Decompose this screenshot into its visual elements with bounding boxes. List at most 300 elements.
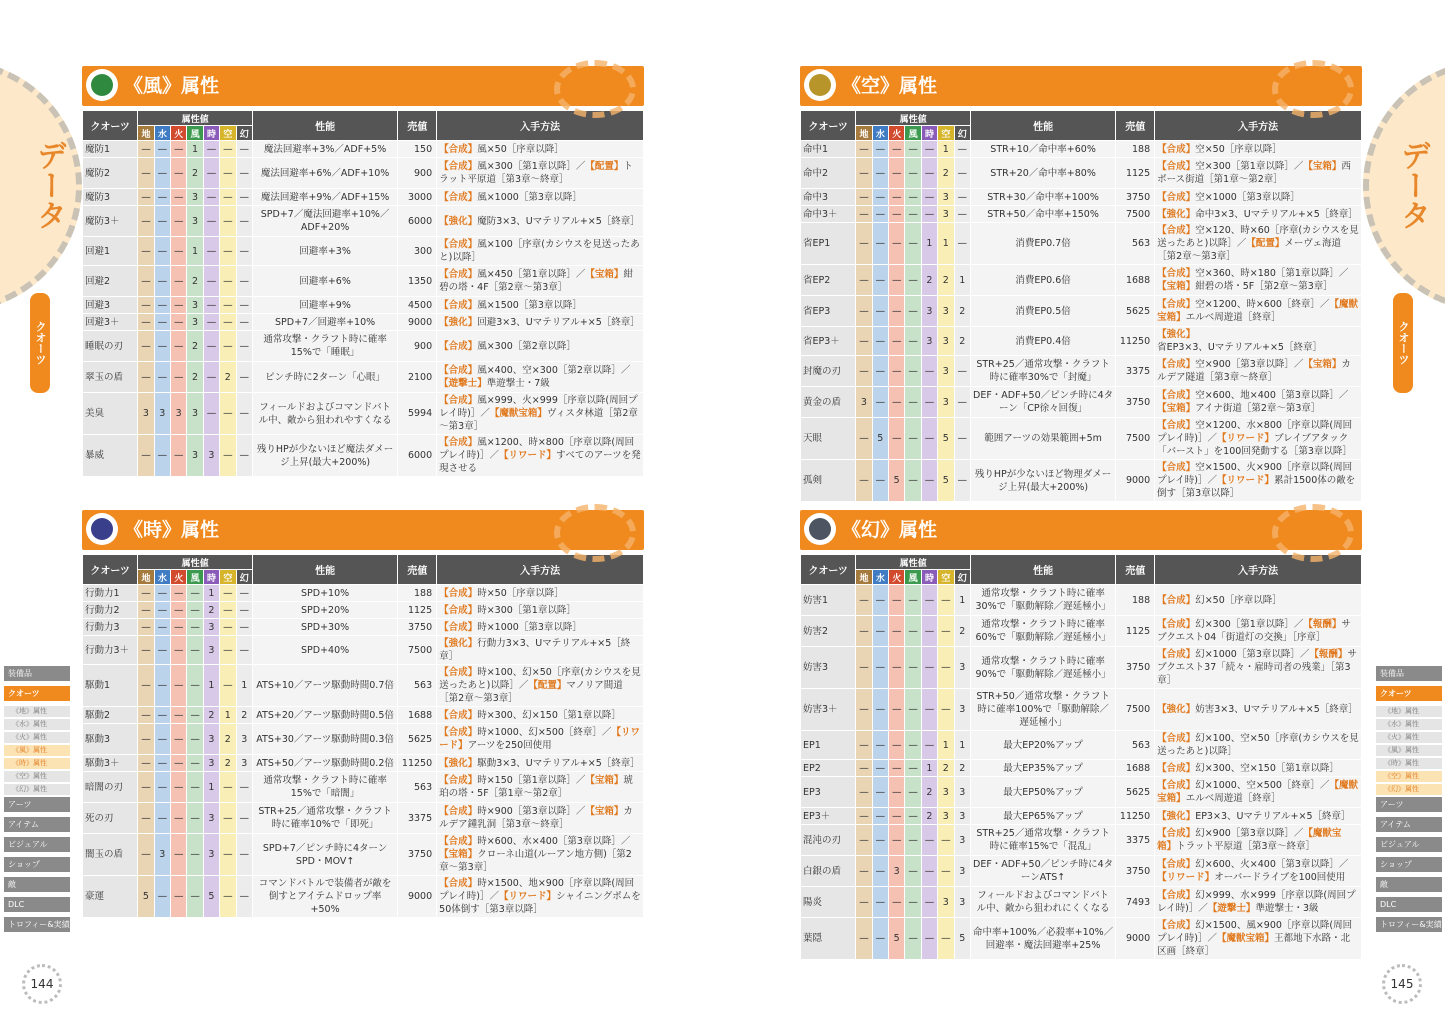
quartz-price: 563: [398, 665, 437, 707]
element-value: —: [171, 297, 187, 314]
acq-tag: 遊撃士: [1217, 903, 1246, 914]
acq-tag-wrap: 【宝箱】: [439, 849, 478, 860]
element-value: 3: [954, 856, 970, 887]
acq-detail: 時×600、水×400［第3章以降］／: [477, 836, 631, 847]
nav-item[interactable]: 《時》属性: [4, 758, 70, 769]
quartz-price: 11250: [1116, 808, 1155, 825]
element-value: —: [905, 777, 921, 808]
element-value: —: [138, 619, 154, 636]
element-value: 1: [187, 141, 203, 158]
element-value: 3: [203, 834, 219, 876]
acq-tag: 合成: [448, 727, 468, 738]
nav-item[interactable]: 《水》属性: [1376, 719, 1442, 730]
element-value: 3: [203, 435, 219, 477]
quartz-performance: STR+30／命中率+100%: [970, 189, 1115, 206]
element-value: —: [203, 237, 219, 266]
element-value: —: [905, 265, 921, 296]
element-value: 2: [220, 724, 236, 755]
acquisition-method: [1155, 206, 1362, 223]
table-row: [801, 460, 1362, 502]
nav-item[interactable]: ビジュアル: [1376, 837, 1442, 852]
acq-tag-wrap: 【合成】: [439, 727, 478, 738]
quartz-price: 4500: [398, 297, 437, 314]
left-tab-quartz[interactable]: クオーツ: [30, 293, 50, 393]
element-value: 5: [872, 418, 888, 460]
quartz-performance: ATS+30／アーツ駆動時間0.3倍: [252, 724, 397, 755]
element-value: —: [220, 393, 236, 435]
element-value: 3: [236, 755, 252, 772]
acq-tag: 合成: [1166, 225, 1186, 236]
element-value: 2: [203, 707, 219, 724]
acq-tag: 強化: [1166, 208, 1186, 220]
quartz-name: 魔防1: [83, 141, 138, 158]
table-row: [83, 393, 644, 435]
acq-tag-wrap: 【合成】: [439, 437, 478, 448]
header-element: 幻: [954, 126, 970, 141]
quartz-table: [800, 110, 1362, 502]
element-value: 5: [203, 876, 219, 918]
nav-item[interactable]: トロフィー&実績: [1376, 917, 1442, 932]
quartz-name: 豪運: [83, 876, 138, 918]
element-value: —: [872, 158, 888, 189]
nav-item[interactable]: アーツ: [4, 797, 70, 812]
acq-tag: 魔獣宝箱: [1157, 780, 1358, 804]
nav-item[interactable]: 《火》属性: [1376, 732, 1442, 743]
acq-tag: 宝箱: [1312, 161, 1332, 172]
element-value: —: [889, 296, 905, 327]
quartz-performance: 命中率+100%／必殺率+10%／回避率・魔法回避率+25%: [970, 918, 1115, 960]
element-value: —: [203, 297, 219, 314]
acquisition-method: [1155, 296, 1362, 327]
page-number-left: 144: [22, 964, 62, 1004]
element-value: —: [236, 266, 252, 297]
section-header: [82, 510, 644, 550]
acq-tag-wrap: 【宝箱】: [1303, 359, 1342, 370]
quartz-price: 9000: [1116, 460, 1155, 502]
nav-item[interactable]: 《水》属性: [4, 719, 70, 730]
element-value: —: [236, 314, 252, 331]
element-value: —: [236, 772, 252, 803]
acq-tag: 合成: [1166, 462, 1186, 473]
element-value: —: [889, 189, 905, 206]
nav-item[interactable]: 装備品: [1376, 666, 1442, 681]
element-value: —: [889, 689, 905, 731]
nav-item[interactable]: 敵: [4, 877, 70, 892]
acq-tag: 合成: [448, 587, 468, 599]
element-value: —: [905, 808, 921, 825]
table-row: [801, 887, 1362, 918]
acquisition-method: [437, 876, 644, 918]
acq-detail: 空×1200、時×600［終章］／: [1195, 299, 1330, 310]
quartz-performance: SPD+10%: [252, 585, 397, 602]
acq-detail: 時×50［序章以降］: [477, 587, 564, 599]
quartz-name: 省EP3: [801, 296, 856, 327]
element-value: —: [856, 296, 872, 327]
element-value: —: [889, 206, 905, 223]
quartz-price: 3375: [1116, 825, 1155, 856]
table-row: [83, 266, 644, 297]
element-value: —: [220, 435, 236, 477]
element-value: —: [138, 189, 154, 206]
element-value: 3: [954, 808, 970, 825]
header-element: 地: [138, 126, 154, 141]
acquisition-method: [437, 755, 644, 772]
element-value: —: [138, 141, 154, 158]
acq-tag-wrap: 【合成】: [1157, 268, 1196, 279]
acq-tag-wrap: 【合成】: [439, 340, 478, 352]
acq-tag-wrap: 【配置】: [1246, 238, 1285, 249]
quartz-name: 回避3＋: [83, 314, 138, 331]
nav-item[interactable]: 《空》属性: [4, 771, 70, 782]
element-value: —: [856, 327, 872, 356]
quartz-performance: 回避率+9%: [252, 297, 397, 314]
element-value: —: [154, 602, 170, 619]
section-header: [800, 510, 1362, 550]
table-row: [83, 602, 644, 619]
quartz-name: 天眼: [801, 418, 856, 460]
acq-tag: 宝箱: [1166, 403, 1186, 414]
nav-item[interactable]: DLC: [4, 897, 70, 912]
quartz-price: 300: [398, 237, 437, 266]
header-element: 水: [154, 126, 170, 141]
acq-detail: 風×400、空×300［第2章以降］／: [477, 365, 631, 376]
element-value: 3: [938, 887, 954, 918]
element-value: —: [220, 602, 236, 619]
acq-detail: 幻×999、水×999［序章以降(周回プレイ時)］／: [1157, 890, 1356, 914]
element-value: —: [154, 619, 170, 636]
acquisition-method: [1155, 327, 1362, 356]
element-value: 3: [203, 724, 219, 755]
acquisition-method: [1155, 189, 1362, 206]
nav-item[interactable]: アイテム: [4, 817, 70, 832]
element-value: —: [187, 619, 203, 636]
table-row: [801, 296, 1362, 327]
element-value: —: [171, 876, 187, 918]
table-row: [83, 876, 644, 918]
quartz-name: 死の刃: [83, 803, 138, 834]
nav-item[interactable]: アーツ: [1376, 797, 1442, 812]
acquisition-method: [1155, 585, 1362, 616]
element-value: —: [187, 602, 203, 619]
element-value: —: [938, 918, 954, 960]
acq-tag: 合成: [1166, 619, 1186, 630]
element-value: —: [154, 314, 170, 331]
acq-tag-wrap: 【合成】: [439, 365, 478, 376]
acq-detail: 時×300、幻×150［第1章以降］: [477, 709, 621, 721]
acq-tag-wrap: 【配置】: [585, 161, 624, 172]
header-element: 空: [220, 126, 236, 141]
element-value: —: [171, 707, 187, 724]
element-value: —: [872, 189, 888, 206]
acq-detail: 回避3×3、Uマテリアル+×5［終章］: [477, 316, 640, 328]
element-value: —: [872, 616, 888, 647]
header-element: 幻: [236, 570, 252, 585]
acq-tag-wrap: 【リワード】: [499, 891, 557, 902]
acq-detail: 妨害3×3、Uマテリアル+×5［終章］: [1195, 704, 1358, 715]
element-value: —: [856, 825, 872, 856]
table-row: [83, 707, 644, 724]
element-value: —: [905, 887, 921, 918]
element-value: —: [203, 331, 219, 362]
quartz-performance: SPD+7／魔法回避率+10%／ADF+20%: [252, 206, 397, 237]
nav-item[interactable]: クオーツ: [4, 686, 70, 701]
acq-detail: 空×600、地×400［第3章以降］／: [1195, 390, 1349, 401]
quartz-price: 11250: [1116, 327, 1155, 356]
acq-tag-wrap: 【合成】: [1157, 780, 1196, 791]
element-value: 5: [938, 460, 954, 502]
quartz-name: 陽炎: [801, 887, 856, 918]
element-value: —: [889, 731, 905, 760]
nav-item[interactable]: 装備品: [4, 666, 70, 681]
acq-tag-wrap: 【合成】: [439, 709, 478, 721]
quartz-name: 駆動2: [83, 707, 138, 724]
element-value: —: [138, 755, 154, 772]
acq-detail: 風×1500［第3章以降］: [477, 299, 582, 311]
nav-item[interactable]: 《地》属性: [4, 706, 70, 717]
element-value: 2: [921, 265, 937, 296]
nav-item[interactable]: 《幻》属性: [1376, 784, 1442, 795]
element-value: —: [872, 689, 888, 731]
quartz-performance: DEF・ADF+50／ピンチ時に4ターン「CP徐々回復」: [970, 387, 1115, 418]
table-row: [801, 689, 1362, 731]
element-value: —: [236, 331, 252, 362]
acquisition-method: [1155, 689, 1362, 731]
acq-tag: 魔獣宝箱: [1226, 933, 1265, 944]
quartz-name: 行動力2: [83, 602, 138, 619]
table-row: [83, 772, 644, 803]
acq-tag-wrap: 【合成】: [1157, 762, 1196, 774]
acq-tag: 宝箱: [448, 849, 468, 860]
quartz-name: 行動力3: [83, 619, 138, 636]
quartz-performance: フィールドおよびコマンドバトル中、敵から狙われやすくなる: [252, 393, 397, 435]
acquisition-method: [437, 435, 644, 477]
quartz-performance: フィールドおよびコマンドバトル中、敵から狙われにくくなる: [970, 887, 1115, 918]
acq-tag-wrap: 【強化】: [439, 757, 478, 769]
acquisition-method: [437, 724, 644, 755]
element-value: —: [171, 266, 187, 297]
nav-item[interactable]: 《幻》属性: [4, 784, 70, 795]
acq-detail: 幻×100、空×50［序章(カシウスを見送ったあと)以降］: [1157, 733, 1359, 757]
element-value: —: [921, 731, 937, 760]
element-value: —: [154, 772, 170, 803]
element-value: 3: [236, 724, 252, 755]
nav-item[interactable]: 《風》属性: [1376, 745, 1442, 756]
element-value: 1: [921, 760, 937, 777]
page-number-right: 145: [1382, 964, 1422, 1004]
gear-decoration-icon: [1272, 504, 1354, 562]
element-value: —: [938, 689, 954, 731]
acq-tag: 宝箱: [594, 775, 614, 786]
right-side-nav: [1376, 666, 1442, 937]
acq-tag: 宝箱: [1312, 359, 1332, 370]
acq-detail: 累計1500体の敵を倒す［第3章以降］: [1157, 475, 1356, 499]
nav-item[interactable]: DLC: [1376, 897, 1442, 912]
element-value: —: [889, 418, 905, 460]
acq-tag-wrap: 【遊撃士】: [439, 378, 487, 389]
right-side-label: データ: [1395, 140, 1430, 230]
nav-item[interactable]: 敵: [1376, 877, 1442, 892]
element-value: 3: [921, 296, 937, 327]
element-value: —: [171, 331, 187, 362]
element-value: —: [236, 158, 252, 189]
quartz-price: 3750: [398, 619, 437, 636]
quartz-performance: 魔法回避率+6%／ADF+10%: [252, 158, 397, 189]
acq-tag-wrap: 【合成】: [439, 269, 478, 280]
element-value: 3: [203, 619, 219, 636]
element-value: —: [187, 803, 203, 834]
acquisition-method: [1155, 760, 1362, 777]
acq-tag-wrap: 【合成】: [1157, 161, 1196, 172]
acq-tag-wrap: 【合成】: [1157, 619, 1196, 630]
quartz-price: 150: [398, 141, 437, 158]
header-element: 時: [203, 570, 219, 585]
acq-tag: リワード: [1226, 475, 1265, 486]
element-value: —: [905, 296, 921, 327]
acq-tag: 合成: [448, 709, 468, 721]
element-value: 3: [187, 393, 203, 435]
acq-detail: EP3×3、Uマテリアル+×5［終章］: [1195, 810, 1351, 822]
element-value: —: [905, 387, 921, 418]
acq-tag: 報酬: [1318, 649, 1338, 660]
quartz-name: 回避3: [83, 297, 138, 314]
element-value: —: [138, 435, 154, 477]
element-value: 1: [954, 585, 970, 616]
acq-tag-wrap: 【配置】: [528, 680, 567, 691]
element-value: —: [856, 887, 872, 918]
nav-item[interactable]: アイテム: [1376, 817, 1442, 832]
element-value: —: [938, 585, 954, 616]
acq-detail: 命中3×3、Uマテリアル+×5［終章］: [1195, 208, 1358, 220]
acq-detail: 王都地下水路・北区画［終章］: [1157, 933, 1351, 957]
nav-item[interactable]: トロフィー&実績: [4, 917, 70, 932]
acq-detail: 風×999、火×999［序章以降(周回プレイ時)］／: [439, 395, 638, 419]
acquisition-method: [437, 636, 644, 665]
acq-tag: 合成: [1166, 762, 1186, 774]
table-row: [801, 356, 1362, 387]
quartz-name: EP1: [801, 731, 856, 760]
quartz-performance: 残りHPが少ないほど魔法ダメージ上昇(最大+200%): [252, 435, 397, 477]
acq-detail: 空×300［第1章以降］／: [1195, 161, 1304, 172]
quartz-price: 563: [398, 772, 437, 803]
table-row: [83, 314, 644, 331]
nav-item[interactable]: 《火》属性: [4, 732, 70, 743]
quartz-price: 7500: [398, 636, 437, 665]
acq-tag-wrap: 【リワード】: [499, 450, 557, 461]
quartz-name: 封魔の刃: [801, 356, 856, 387]
element-value: —: [154, 585, 170, 602]
header-element: 時: [203, 126, 219, 141]
acq-tag-wrap: 【宝箱】: [1157, 403, 1196, 414]
element-value: —: [154, 876, 170, 918]
table-row: [801, 825, 1362, 856]
acq-detail: 幻×1500、風×900［序章以降(周回プレイ時)］／: [1157, 920, 1353, 944]
quartz-performance: SPD+20%: [252, 602, 397, 619]
acq-detail: 時×1500、地×900［序章以降(周回プレイ時)］／: [439, 878, 635, 902]
element-value: —: [889, 223, 905, 265]
nav-item[interactable]: ショップ: [4, 857, 70, 872]
element-value: 3: [938, 296, 954, 327]
quartz-price: 188: [398, 585, 437, 602]
element-value: —: [187, 707, 203, 724]
nav-item[interactable]: 《時》属性: [1376, 758, 1442, 769]
nav-item[interactable]: ショップ: [1376, 857, 1442, 872]
nav-item[interactable]: 《風》属性: [4, 745, 70, 756]
acq-detail: 幻×300［第1章以降］／: [1195, 619, 1304, 630]
acq-detail: エルベ周遊道［終章］: [1185, 312, 1281, 323]
nav-item[interactable]: クオーツ: [1376, 686, 1442, 701]
header-acq: 入手方法: [1155, 555, 1362, 585]
table-row: [83, 297, 644, 314]
acq-tag: 合成: [1166, 161, 1186, 172]
acquisition-method: [437, 314, 644, 331]
element-value: 2: [954, 760, 970, 777]
element-value: —: [856, 460, 872, 502]
element-value: —: [954, 460, 970, 502]
acq-tag-wrap: 【合成】: [439, 878, 478, 889]
right-tab-quartz[interactable]: クオーツ: [1393, 293, 1413, 393]
quartz-performance: 消費EP0.5倍: [970, 296, 1115, 327]
nav-item[interactable]: 《空》属性: [1376, 771, 1442, 782]
quartz-name: 翠玉の盾: [83, 362, 138, 393]
element-value: —: [872, 647, 888, 689]
left-side-label: データ: [31, 140, 66, 230]
element-value: 3: [938, 189, 954, 206]
table-row: [83, 724, 644, 755]
element-value: —: [872, 731, 888, 760]
element-value: —: [905, 616, 921, 647]
acquisition-method: [437, 266, 644, 297]
gear-decoration-icon: [1272, 60, 1354, 118]
element-value: —: [872, 141, 888, 158]
acq-detail: 時×150［第1章以降］／: [477, 775, 586, 786]
element-value: —: [220, 665, 236, 707]
acq-detail: 幻×300、空×150［第1章以降］: [1195, 762, 1339, 774]
nav-item[interactable]: ビジュアル: [4, 837, 70, 852]
element-value: —: [138, 297, 154, 314]
quartz-name: 闇玉の盾: [83, 834, 138, 876]
acq-detail: 幻×900［第3章以降］／: [1195, 828, 1304, 839]
element-value: —: [171, 602, 187, 619]
element-value: —: [154, 665, 170, 707]
acq-tag: 合成: [448, 161, 468, 172]
acquisition-method: [1155, 223, 1362, 265]
element-value: —: [889, 825, 905, 856]
element-value: 1: [938, 731, 954, 760]
element-value: —: [154, 362, 170, 393]
quartz-name: EP3: [801, 777, 856, 808]
nav-item[interactable]: 《地》属性: [1376, 706, 1442, 717]
acq-tag: 合成: [1166, 359, 1186, 370]
element-value: —: [171, 189, 187, 206]
quartz-price: 9000: [398, 876, 437, 918]
acq-tag: 強化: [448, 638, 468, 649]
acq-tag-wrap: 【リワード】: [1217, 433, 1275, 444]
quartz-name: 暗闇の刃: [83, 772, 138, 803]
element-value: 3: [187, 189, 203, 206]
element-value: 3: [889, 856, 905, 887]
section-header: [800, 66, 1362, 106]
quartz-performance: 残りHPが少ないほど物理ダメージ上昇(最大+200%): [970, 460, 1115, 502]
acq-detail: 風×100［序章(カシウスを見送ったあと)以降］: [439, 239, 640, 263]
quartz-name: 暴威: [83, 435, 138, 477]
element-value: 1: [938, 223, 954, 265]
header-perf: 性能: [970, 555, 1115, 585]
header-acq: 入手方法: [437, 111, 644, 141]
header-attr: 属性値: [138, 555, 253, 570]
table-row: [83, 636, 644, 665]
table-row: [83, 834, 644, 876]
quartz-price: 2100: [398, 362, 437, 393]
